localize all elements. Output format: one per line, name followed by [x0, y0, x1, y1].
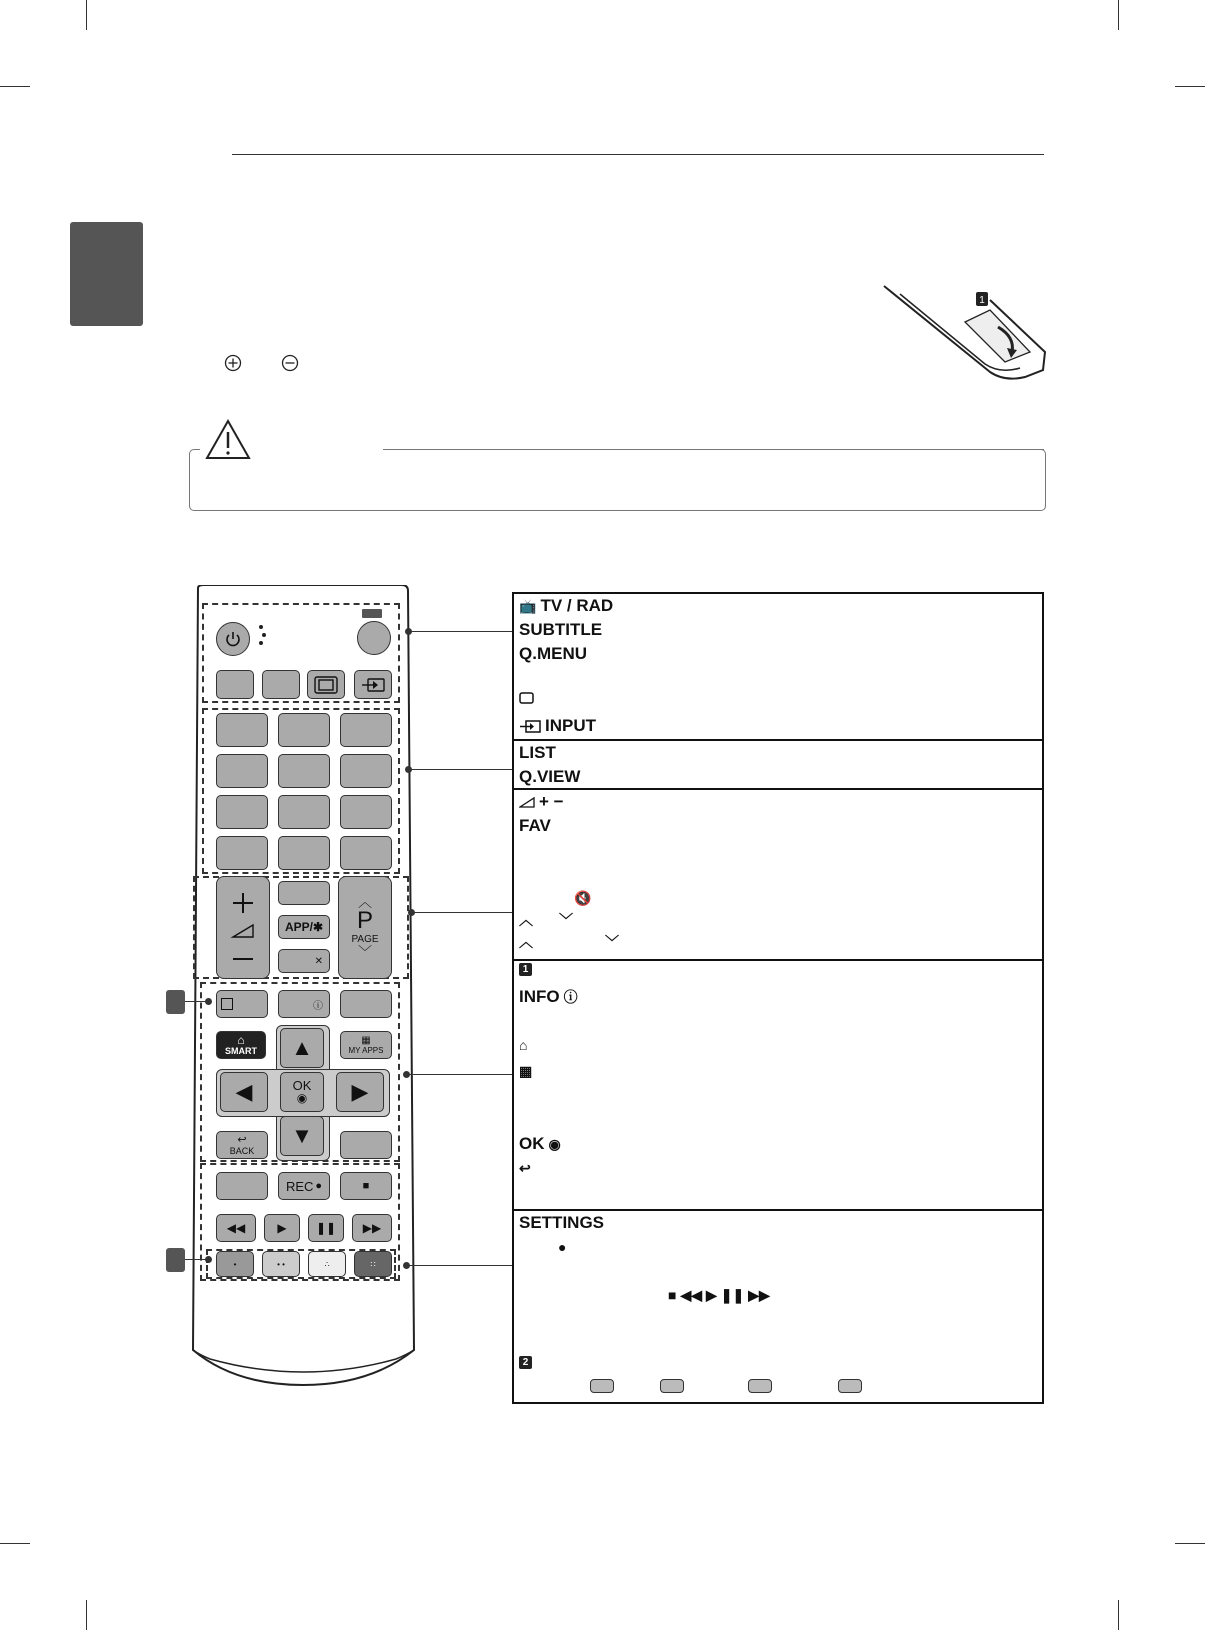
p-label: P [356, 907, 373, 934]
fast-forward-button[interactable] [352, 1214, 392, 1242]
apps-row [519, 1061, 532, 1081]
smart-button[interactable]: ⌂ SMART [216, 1031, 266, 1059]
back-arrow-icon: ↩ [237, 1133, 247, 1146]
qview-button[interactable] [340, 836, 392, 870]
stop-icon: ■ [362, 1180, 370, 1192]
ratio-icon [519, 692, 534, 704]
stop-button[interactable] [340, 1172, 392, 1200]
table-section-4 [514, 961, 1042, 1211]
badge-1-row [519, 963, 532, 976]
rewind-button[interactable] [216, 1214, 256, 1242]
chevron-up-icon: ︿ [519, 934, 533, 950]
blue-button-icon [838, 1379, 862, 1393]
badge-2-row [519, 1356, 532, 1369]
page-label: PAGE [351, 934, 379, 945]
play-icon: ▶ [706, 1287, 717, 1303]
crop-mark [1175, 1543, 1205, 1544]
button-description-table [512, 592, 1044, 1404]
crop-mark [1175, 86, 1205, 87]
record-row [558, 1237, 566, 1257]
table-section-1 [514, 594, 1042, 741]
triangle-up-icon: ▲ [291, 1035, 313, 1060]
table-section-2 [514, 741, 1042, 790]
yellow-button[interactable] [308, 1251, 346, 1277]
crop-mark [1118, 0, 1119, 30]
mute-row [574, 888, 591, 908]
up-button[interactable] [280, 1028, 324, 1068]
plus-circle-icon [224, 354, 242, 372]
down-button[interactable] [280, 1116, 324, 1156]
rec-button[interactable]: REC ● [278, 1172, 330, 1200]
indicator-dots [257, 625, 265, 649]
header-rule [232, 154, 1044, 155]
play-button[interactable] [264, 1214, 300, 1242]
settings-button[interactable] [216, 1172, 268, 1200]
number-button[interactable] [278, 713, 330, 747]
chapter-tab [70, 222, 143, 326]
ratio-icon [314, 676, 338, 694]
volume-rocker[interactable] [216, 876, 270, 979]
playback-row [668, 1285, 770, 1305]
list-button[interactable] [216, 836, 268, 870]
rewind-icon: ◀◀ [680, 1287, 703, 1303]
tv-rad-row: 📺 TV / RAD [519, 596, 614, 615]
exit-button[interactable] [340, 1131, 392, 1159]
apps-grid-icon: ▦ [361, 1034, 371, 1046]
green-button[interactable] [262, 1251, 300, 1277]
power-icon [224, 630, 242, 648]
number-button[interactable] [216, 754, 268, 788]
svg-text:1: 1 [979, 295, 985, 306]
apps-grid-icon: ▦ [519, 1063, 533, 1079]
teletext-button[interactable] [216, 990, 268, 1018]
pause-icon: ❚❚ [720, 1287, 745, 1303]
stop-icon: ■ [668, 1287, 677, 1303]
yellow-button-icon [748, 1379, 772, 1393]
number-button[interactable] [216, 713, 268, 747]
qview-row: Q.VIEW [519, 767, 581, 786]
red-button[interactable] [216, 1251, 254, 1277]
blue-button[interactable] [354, 1251, 392, 1277]
number-button[interactable] [216, 795, 268, 829]
home-icon: ⌂ [519, 1037, 528, 1053]
page-row [519, 932, 619, 952]
callout-badge-2 [166, 1248, 185, 1272]
ok-row: OK ◉ [519, 1134, 561, 1153]
ok-icon: ◉ [296, 1091, 308, 1105]
subtitle-button[interactable] [216, 670, 254, 699]
ok-button[interactable]: OK ◉ [280, 1072, 324, 1112]
triangle-right-icon: ▶ [351, 1079, 369, 1104]
callout-badge-1 [166, 990, 185, 1014]
input-icon [360, 677, 386, 693]
pause-icon: ❚❚ [315, 1221, 337, 1235]
fav-button[interactable] [278, 881, 330, 905]
channel-row [519, 910, 573, 930]
color-buttons-row [590, 1379, 862, 1393]
input-button[interactable] [354, 670, 392, 699]
number-badge: 2 [519, 1356, 532, 1369]
fast-forward-icon: ▶▶ [748, 1287, 770, 1303]
my-apps-button[interactable]: ▦ MY APPS [340, 1031, 392, 1059]
crop-mark [86, 0, 87, 30]
four-dots-icon: ∷ [370, 1259, 376, 1269]
green-button-icon [660, 1379, 684, 1393]
number-button[interactable] [340, 713, 392, 747]
text-option-button[interactable] [340, 990, 392, 1018]
ratio-button[interactable] [307, 670, 345, 699]
minus-circle-icon [281, 354, 299, 372]
settings-row: SETTINGS [519, 1213, 605, 1232]
red-button-icon [590, 1379, 614, 1393]
number-button[interactable] [278, 836, 330, 870]
one-dot-icon: • [233, 1259, 237, 1269]
pause-button[interactable] [308, 1214, 344, 1242]
three-dots-icon: ∴ [324, 1259, 330, 1269]
chevron-up-icon: ︿ [358, 894, 372, 910]
number-button[interactable] [340, 754, 392, 788]
back-arrow-icon: ↩ [519, 1160, 531, 1176]
remote-control [190, 585, 416, 1387]
right-button[interactable] [336, 1072, 384, 1112]
left-button[interactable] [220, 1072, 268, 1112]
app-button[interactable]: APP/✱ [278, 915, 330, 939]
volume-row: + − [519, 792, 564, 812]
power-button[interactable] [216, 622, 250, 656]
home-icon: ⌂ [237, 1032, 245, 1047]
home-row [519, 1035, 527, 1055]
fav-row: FAV [519, 816, 551, 835]
qmenu-button[interactable] [262, 670, 300, 699]
crop-mark [1118, 1600, 1119, 1630]
chevron-down-icon: ﹀ [605, 934, 619, 950]
volume-icon [223, 883, 263, 973]
number-button[interactable] [340, 795, 392, 829]
mute-icon: ✕ [314, 955, 323, 967]
tv-radio-icon [362, 609, 382, 618]
warning-triangle-icon [205, 418, 251, 460]
ratio-row [519, 692, 534, 704]
channel-page-rocker[interactable] [338, 876, 392, 979]
mute-button[interactable] [278, 949, 330, 973]
input-row: INPUT [519, 716, 596, 736]
crop-mark [86, 1600, 87, 1630]
battery-cover-illustration [880, 282, 1050, 402]
list-row: LIST [519, 743, 556, 762]
triangle-left-icon: ◀ [235, 1079, 253, 1104]
volume-icon [519, 796, 535, 808]
crop-mark [0, 1543, 30, 1544]
teletext-icon [221, 998, 233, 1010]
two-dots-icon: • • [277, 1259, 285, 1269]
chevron-down-icon: ﹀ [559, 912, 573, 928]
qmenu-row: Q.MENU [519, 644, 587, 663]
info-button[interactable] [278, 990, 330, 1018]
tv-radio-button[interactable] [357, 621, 391, 655]
info-icon: ⓘ [563, 989, 578, 1005]
chevron-down-icon: ﹀ [358, 944, 372, 960]
info-row: INFO ⓘ [519, 987, 578, 1006]
record-dot-icon: ● [558, 1239, 567, 1255]
rewind-icon: ◀◀ [226, 1221, 246, 1235]
crop-mark [0, 86, 30, 87]
info-icon: ⓘ [313, 1000, 323, 1012]
number-button[interactable] [278, 795, 330, 829]
fast-forward-icon: ▶▶ [362, 1221, 382, 1235]
input-icon [519, 720, 541, 733]
back-row [519, 1158, 531, 1178]
chevron-up-icon: ︿ [519, 912, 533, 928]
play-icon: ▶ [277, 1221, 287, 1235]
subtitle-row: SUBTITLE [519, 620, 603, 639]
back-button[interactable]: ↩ BACK [216, 1131, 268, 1159]
number-button[interactable] [278, 754, 330, 788]
tv-radio-icon: 📺 [519, 598, 537, 614]
caution-box [189, 449, 1046, 511]
table-section-5 [514, 1211, 1042, 1406]
record-dot-icon: ● [315, 1180, 323, 1192]
number-badge: 1 [519, 963, 532, 976]
triangle-down-icon: ▼ [291, 1123, 313, 1148]
ok-icon: ◉ [548, 1136, 561, 1152]
table-section-3 [514, 790, 1042, 961]
mute-icon: 🔇 [574, 890, 592, 906]
